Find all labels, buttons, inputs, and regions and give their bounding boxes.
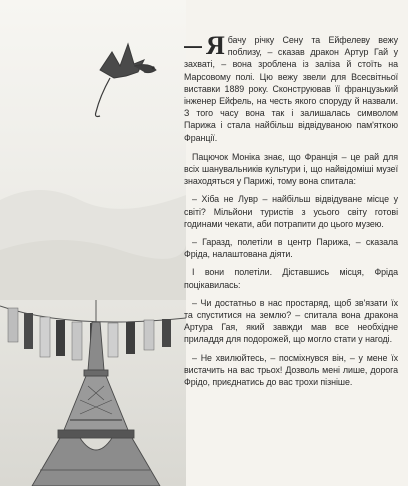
dragon-icon [96,44,157,117]
eiffel-tower-illustration [0,0,186,486]
story-text [184,31,398,394]
eiffel-tower-icon [32,300,160,486]
paragraph-1 [184,31,398,144]
dialogue-dash: — [184,36,202,56]
paragraph-5: І вони полетіли. Діставшись місця, Фріда поцікавилась: [184,267,398,290]
paragraph-4: – Гаразд, полетіли в центр Парижа, – сказала Фріда, налаштована діяти. [184,237,398,260]
paragraph-3: – Хіба не Лувр – найбільш відвідуване місце у світі? Мільйони туристів з усього світу готові годинами чекати, аби потрапити до цього музею. [184,194,398,229]
paragraph-text: бачу річку Сену та Ейфелеву вежу поблизу, – сказав дракон Артур Гай у захваті, – вона зроблена із заліза й стоїть на Марсовому полі. Цю вежу звели для Всесвітньої виставки 1889 року. Сконструював її французький інженер Ейфель, на честь якого споруду й назвали. З того часу вона так і залишалась символом Парижа і стала найбільш відвідуваною пам'яткою Франції. [184,35,398,143]
paragraph-7: – Не хвилюйтесь, – посміхнувся він, – у мене їх вистачить на вас трьох! Дозволь мені лише, дорога Фрідо, приєднатись до вас трохи пізніше. [184,352,398,388]
paragraph-6: – Чи достатньо в нас простаряд, щоб зв'язати їх та спуститися на землю? – спитала вона дракона Артура Гая, який завжди мав все необхідне приладдя для подорожей, що могло стати у нагоді. [184,297,398,345]
paragraph-2: Пацючок Моніка знає, що Франція – це рай для всіх шанувальників культури і, що найвідоміші музеї знаходяться у Парижі, тому вона спитала: [184,151,398,187]
illustration-drawing [0,0,186,486]
drop-cap: Я [205,31,225,60]
